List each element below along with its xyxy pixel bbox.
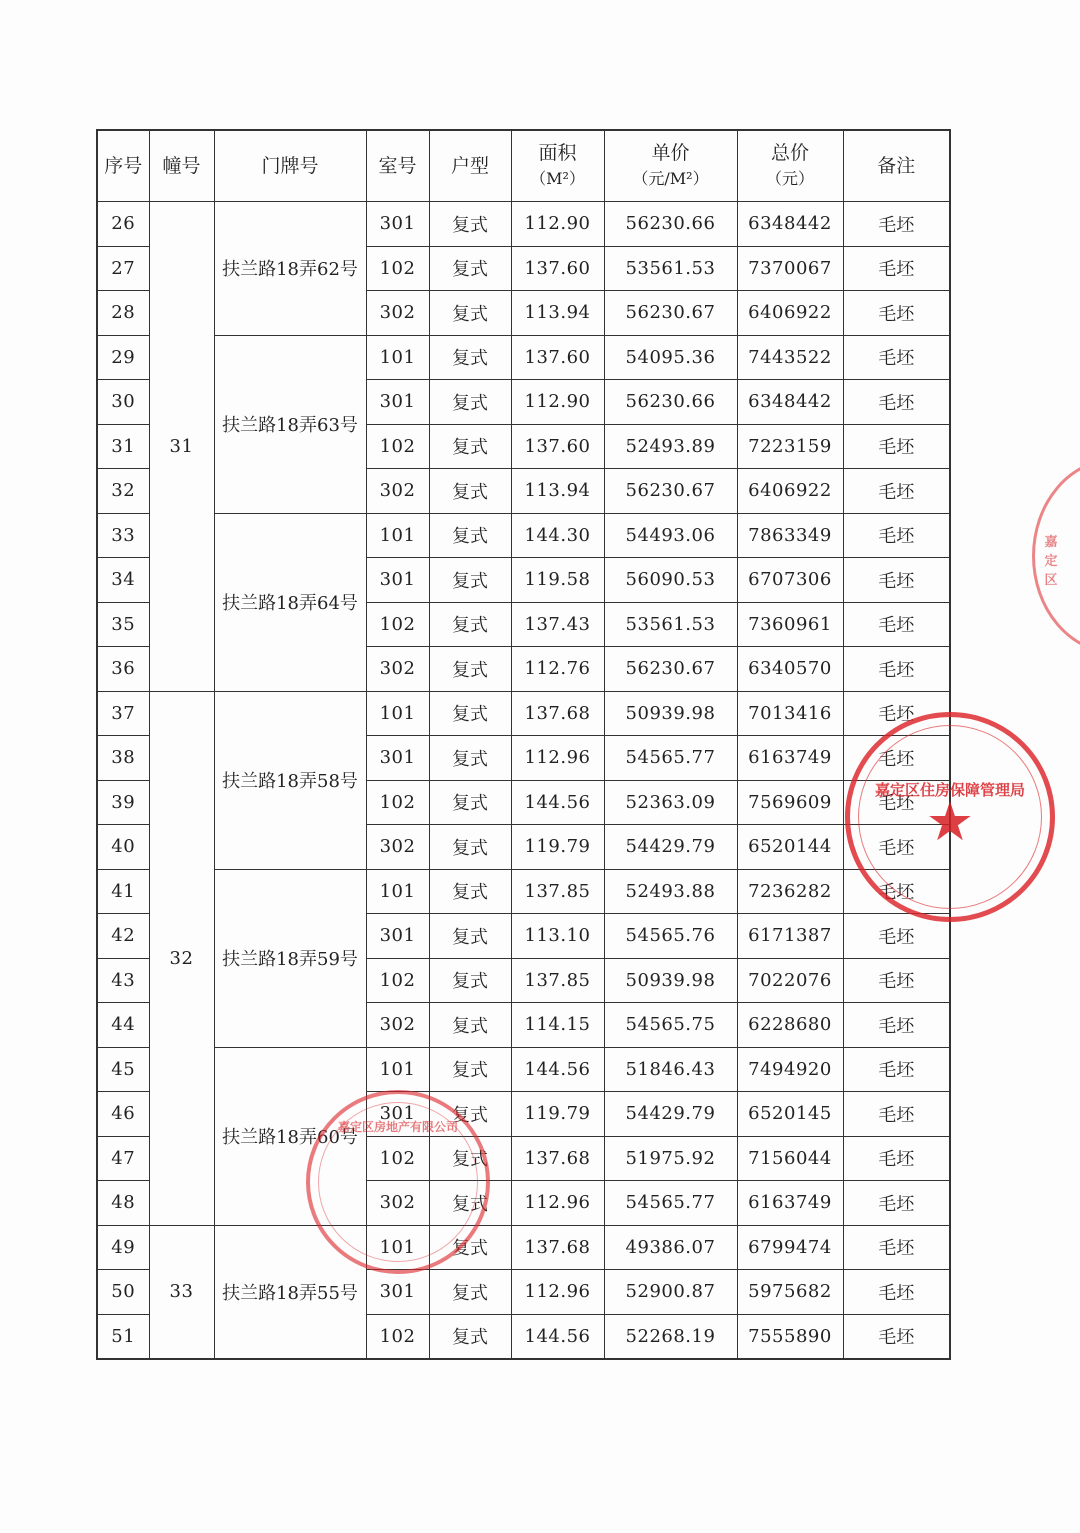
room-cell: 101	[366, 1225, 429, 1270]
area-cell: 112.90	[511, 380, 604, 425]
room-cell: 102	[366, 246, 429, 291]
developer-seal-text: 嘉定区房地产有限公司	[337, 1120, 458, 1134]
total-price-cell: 7022076	[737, 958, 843, 1003]
total-price-cell: 7370067	[737, 246, 843, 291]
header-serial	[97, 130, 149, 202]
header-room	[366, 130, 429, 202]
header-label: 备注	[877, 154, 916, 177]
remark-cell: 毛坯	[843, 424, 950, 469]
official-seal-text: 嘉定区住房保障管理局	[874, 781, 1025, 799]
header-label: 幢号	[162, 154, 201, 177]
total-price-cell: 7223159	[737, 424, 843, 469]
header-label: 单价	[651, 142, 690, 164]
serial-cell: 45	[97, 1047, 149, 1092]
room-cell: 102	[366, 602, 429, 647]
header-unit-price	[604, 130, 737, 202]
unit-price-cell: 56230.67	[604, 469, 737, 514]
remark-cell: 毛坯	[843, 1270, 950, 1315]
area-cell: 113.94	[511, 291, 604, 336]
unit-price-cell: 56230.67	[604, 291, 737, 336]
type-cell: 复式	[429, 1270, 511, 1315]
type-cell: 复式	[429, 1003, 511, 1048]
remark-cell: 毛坯	[843, 958, 950, 1003]
type-cell: 复式	[429, 736, 511, 781]
unit-price-cell: 52363.09	[604, 780, 737, 825]
unit-price-cell: 53561.53	[604, 602, 737, 647]
serial-cell: 50	[97, 1270, 149, 1315]
address-cell: 扶兰路18弄64号	[214, 513, 366, 691]
unit-price-cell: 54493.06	[604, 513, 737, 558]
total-price-cell: 6348442	[737, 380, 843, 425]
building-cell: 32	[149, 691, 214, 1225]
unit-price-cell: 52268.19	[604, 1314, 737, 1359]
total-price-cell: 7569609	[737, 780, 843, 825]
room-cell: 302	[366, 825, 429, 870]
area-cell: 144.56	[511, 780, 604, 825]
total-price-cell: 6348442	[737, 202, 843, 247]
area-cell: 112.96	[511, 1181, 604, 1226]
unit-price-cell: 54565.75	[604, 1003, 737, 1048]
unit-price-cell: 51975.92	[604, 1136, 737, 1181]
type-cell: 复式	[429, 1225, 511, 1270]
table-row	[97, 335, 950, 380]
unit-price-cell: 54565.77	[604, 736, 737, 781]
room-cell: 101	[366, 513, 429, 558]
price-table	[96, 129, 951, 1360]
type-cell: 复式	[429, 558, 511, 603]
total-price-cell: 6799474	[737, 1225, 843, 1270]
room-cell: 102	[366, 958, 429, 1003]
room-cell: 301	[366, 380, 429, 425]
header-remark	[843, 130, 950, 202]
remark-cell: 毛坯	[843, 602, 950, 647]
serial-cell: 38	[97, 736, 149, 781]
total-price-cell: 6520145	[737, 1092, 843, 1137]
remark-cell: 毛坯	[843, 1225, 950, 1270]
serial-cell: 36	[97, 647, 149, 692]
serial-cell: 41	[97, 869, 149, 914]
header-total-price	[737, 130, 843, 202]
table-row	[97, 1225, 950, 1270]
area-cell: 119.79	[511, 825, 604, 870]
type-cell: 复式	[429, 513, 511, 558]
star-icon: ★	[925, 790, 975, 853]
area-cell: 137.68	[511, 1136, 604, 1181]
remark-cell: 毛坯	[843, 825, 950, 870]
room-cell: 302	[366, 1003, 429, 1048]
header-label: 室号	[378, 154, 417, 177]
remark-cell: 毛坯	[843, 869, 950, 914]
serial-cell: 39	[97, 780, 149, 825]
area-cell: 137.85	[511, 869, 604, 914]
remark-cell: 毛坯	[843, 469, 950, 514]
room-cell: 101	[366, 691, 429, 736]
remark-cell: 毛坯	[843, 914, 950, 959]
type-cell: 复式	[429, 691, 511, 736]
type-cell: 复式	[429, 914, 511, 959]
room-cell: 302	[366, 469, 429, 514]
type-cell: 复式	[429, 825, 511, 870]
total-price-cell: 7443522	[737, 335, 843, 380]
area-cell: 113.94	[511, 469, 604, 514]
unit-price-cell: 56230.66	[604, 202, 737, 247]
remark-cell: 毛坯	[843, 291, 950, 336]
total-price-cell: 7013416	[737, 691, 843, 736]
serial-cell: 42	[97, 914, 149, 959]
building-cell: 31	[149, 202, 214, 692]
unit-price-cell: 54565.77	[604, 1181, 737, 1226]
remark-cell: 毛坯	[843, 780, 950, 825]
serial-cell: 43	[97, 958, 149, 1003]
total-price-cell: 6228680	[737, 1003, 843, 1048]
unit-price-cell: 54565.76	[604, 914, 737, 959]
total-price-cell: 6340570	[737, 647, 843, 692]
total-price-cell: 7156044	[737, 1136, 843, 1181]
area-cell: 114.15	[511, 1003, 604, 1048]
unit-price-cell: 54095.36	[604, 335, 737, 380]
building-cell: 33	[149, 1225, 214, 1359]
serial-cell: 29	[97, 335, 149, 380]
room-cell: 301	[366, 736, 429, 781]
serial-cell: 37	[97, 691, 149, 736]
unit-price-cell: 56090.53	[604, 558, 737, 603]
header-unit: （M²）	[530, 169, 585, 188]
total-price-cell: 7236282	[737, 869, 843, 914]
header-label: 户型	[450, 154, 489, 177]
area-cell: 113.10	[511, 914, 604, 959]
header-address	[214, 130, 366, 202]
header-label: 面积	[538, 142, 577, 164]
area-cell: 137.85	[511, 958, 604, 1003]
table-row	[97, 691, 950, 736]
type-cell: 复式	[429, 602, 511, 647]
header-building	[149, 130, 214, 202]
serial-cell: 32	[97, 469, 149, 514]
unit-price-cell: 50939.98	[604, 691, 737, 736]
area-cell: 112.96	[511, 1270, 604, 1315]
area-cell: 144.56	[511, 1047, 604, 1092]
type-cell: 复式	[429, 380, 511, 425]
unit-price-cell: 52493.89	[604, 424, 737, 469]
total-price-cell: 6520144	[737, 825, 843, 870]
total-price-cell: 6406922	[737, 469, 843, 514]
total-price-cell: 6406922	[737, 291, 843, 336]
remark-cell: 毛坯	[843, 1003, 950, 1048]
serial-cell: 46	[97, 1092, 149, 1137]
table-row	[97, 513, 950, 558]
unit-price-cell: 54429.79	[604, 825, 737, 870]
room-cell: 102	[366, 1314, 429, 1359]
room-cell: 102	[366, 424, 429, 469]
unit-price-cell: 54429.79	[604, 1092, 737, 1137]
edge-seal	[1032, 458, 1080, 654]
room-cell: 102	[366, 780, 429, 825]
remark-cell: 毛坯	[843, 736, 950, 781]
serial-cell: 31	[97, 424, 149, 469]
serial-cell: 33	[97, 513, 149, 558]
serial-cell: 51	[97, 1314, 149, 1359]
unit-price-cell: 50939.98	[604, 958, 737, 1003]
unit-price-cell: 56230.67	[604, 647, 737, 692]
remark-cell: 毛坯	[843, 246, 950, 291]
header-area	[511, 130, 604, 202]
remark-cell: 毛坯	[843, 1314, 950, 1359]
unit-price-cell: 52900.87	[604, 1270, 737, 1315]
address-cell: 扶兰路18弄63号	[214, 335, 366, 513]
address-cell: 扶兰路18弄59号	[214, 869, 366, 1047]
address-cell: 扶兰路18弄62号	[214, 202, 366, 336]
room-cell: 301	[366, 1270, 429, 1315]
area-cell: 137.60	[511, 424, 604, 469]
table-row	[97, 869, 950, 914]
area-cell: 137.68	[511, 1225, 604, 1270]
type-cell: 复式	[429, 291, 511, 336]
header-label: 总价	[770, 142, 809, 164]
type-cell: 复式	[429, 246, 511, 291]
unit-price-cell: 56230.66	[604, 380, 737, 425]
room-cell: 302	[366, 647, 429, 692]
remark-cell: 毛坯	[843, 380, 950, 425]
header-label: 门牌号	[261, 154, 319, 177]
area-cell: 137.60	[511, 335, 604, 380]
remark-cell: 毛坯	[843, 558, 950, 603]
type-cell: 复式	[429, 335, 511, 380]
table-body	[97, 202, 950, 1360]
serial-cell: 40	[97, 825, 149, 870]
room-cell: 302	[366, 1181, 429, 1226]
header-row	[97, 130, 950, 202]
type-cell: 复式	[429, 202, 511, 247]
area-cell: 144.30	[511, 513, 604, 558]
header-unit: （元）	[765, 169, 814, 188]
area-cell: 112.76	[511, 647, 604, 692]
area-cell: 144.56	[511, 1314, 604, 1359]
address-cell: 扶兰路18弄55号	[214, 1225, 366, 1359]
total-price-cell: 5975682	[737, 1270, 843, 1315]
room-cell: 301	[366, 914, 429, 959]
serial-cell: 47	[97, 1136, 149, 1181]
serial-cell: 26	[97, 202, 149, 247]
remark-cell: 毛坯	[843, 1181, 950, 1226]
area-cell: 137.60	[511, 246, 604, 291]
type-cell: 复式	[429, 1136, 511, 1181]
remark-cell: 毛坯	[843, 1136, 950, 1181]
table-row	[97, 202, 950, 247]
type-cell: 复式	[429, 424, 511, 469]
area-cell: 137.43	[511, 602, 604, 647]
type-cell: 复式	[429, 780, 511, 825]
address-cell: 扶兰路18弄58号	[214, 691, 366, 869]
room-cell: 302	[366, 291, 429, 336]
type-cell: 复式	[429, 1314, 511, 1359]
total-price-cell: 7360961	[737, 602, 843, 647]
total-price-cell: 6163749	[737, 736, 843, 781]
serial-cell: 28	[97, 291, 149, 336]
type-cell: 复式	[429, 958, 511, 1003]
area-cell: 119.58	[511, 558, 604, 603]
remark-cell: 毛坯	[843, 647, 950, 692]
unit-price-cell: 49386.07	[604, 1225, 737, 1270]
area-cell: 119.79	[511, 1092, 604, 1137]
remark-cell: 毛坯	[843, 335, 950, 380]
header-label: 序号	[104, 154, 143, 177]
serial-cell: 30	[97, 380, 149, 425]
table-row	[97, 1047, 950, 1092]
remark-cell: 毛坯	[843, 513, 950, 558]
total-price-cell: 7555890	[737, 1314, 843, 1359]
unit-price-cell: 51846.43	[604, 1047, 737, 1092]
remark-cell: 毛坯	[843, 1092, 950, 1137]
serial-cell: 44	[97, 1003, 149, 1048]
serial-cell: 34	[97, 558, 149, 603]
type-cell: 复式	[429, 647, 511, 692]
room-cell: 301	[366, 558, 429, 603]
total-price-cell: 7863349	[737, 513, 843, 558]
area-cell: 137.68	[511, 691, 604, 736]
type-cell: 复式	[429, 1092, 511, 1137]
header-unit: （元/M²）	[632, 169, 709, 188]
remark-cell: 毛坯	[843, 691, 950, 736]
room-cell: 101	[366, 1047, 429, 1092]
address-cell: 扶兰路18弄60号	[214, 1047, 366, 1225]
room-cell: 101	[366, 335, 429, 380]
area-cell: 112.90	[511, 202, 604, 247]
room-cell: 301	[366, 1092, 429, 1137]
type-cell: 复式	[429, 1181, 511, 1226]
area-cell: 112.96	[511, 736, 604, 781]
remark-cell: 毛坯	[843, 202, 950, 247]
serial-cell: 49	[97, 1225, 149, 1270]
total-price-cell: 7494920	[737, 1047, 843, 1092]
header-type	[429, 130, 511, 202]
type-cell: 复式	[429, 1047, 511, 1092]
total-price-cell: 6163749	[737, 1181, 843, 1226]
total-price-cell: 6707306	[737, 558, 843, 603]
unit-price-cell: 53561.53	[604, 246, 737, 291]
serial-cell: 27	[97, 246, 149, 291]
serial-cell: 35	[97, 602, 149, 647]
edge-seal-text: 嘉定区	[1044, 535, 1058, 588]
unit-price-cell: 52493.88	[604, 869, 737, 914]
total-price-cell: 6171387	[737, 914, 843, 959]
remark-cell: 毛坯	[843, 1047, 950, 1092]
serial-cell: 48	[97, 1181, 149, 1226]
room-cell: 101	[366, 869, 429, 914]
type-cell: 复式	[429, 869, 511, 914]
room-cell: 301	[366, 202, 429, 247]
type-cell: 复式	[429, 469, 511, 514]
room-cell: 102	[366, 1136, 429, 1181]
